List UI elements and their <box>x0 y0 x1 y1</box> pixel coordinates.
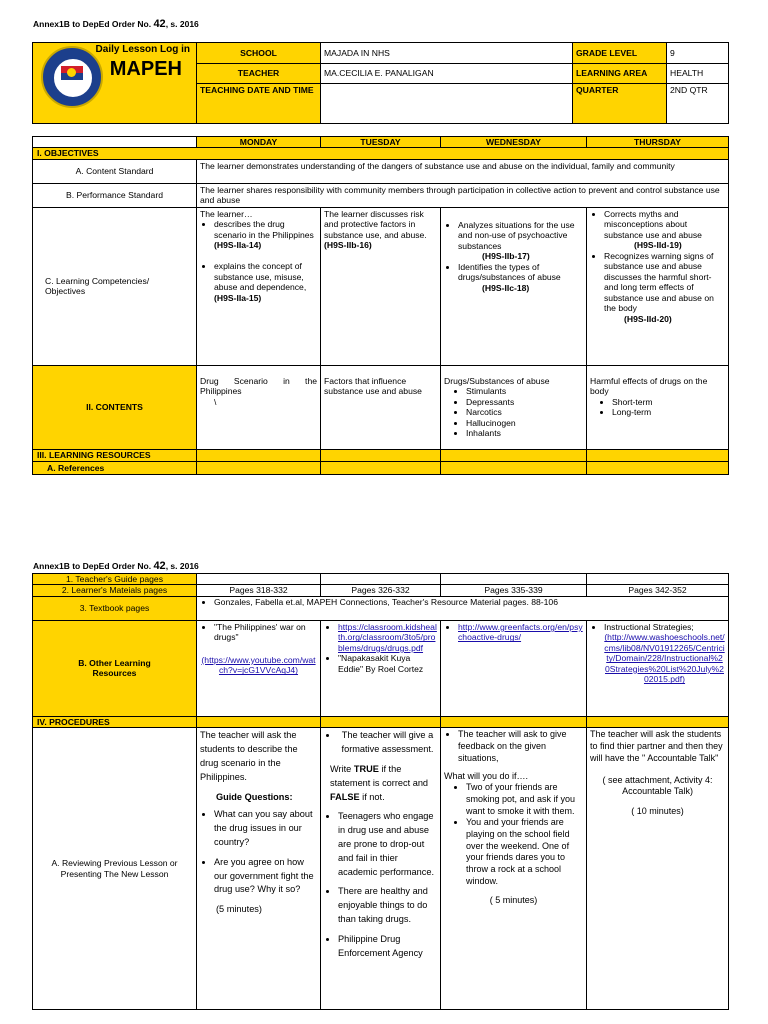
section-procedures: IV. PROCEDURES <box>33 716 197 727</box>
procedure-wednesday: • The teacher will ask to give feedback on the given situations, What will you do if…. • Two of your friends are smoking pot, and ask if you want to smoke it with them. • You and your friends are playing on the school field over the weekend. One of your friends dares you to throw a rock at a school window. ( 5 minutes) <box>441 728 587 1010</box>
dll-title-cell <box>33 43 197 124</box>
list-item: • Short-term <box>612 397 725 407</box>
quarter-value: 2ND QTR <box>667 84 729 124</box>
other-resources-wednesday <box>441 620 587 716</box>
content-standard-text: The learner demonstrates understanding of the dangers of substance use and abuse on the individual, family and community <box>197 159 729 183</box>
procedure-tuesday: • The teacher will give a formative assessment. Write TRUE if the statement is correct and FALSE if not. • Teenagers who engage in drug use and abuse are prone to drop-out and fail in thier academic performance. • There are healthy and enjoyable things to do than taking drugs. • Philippine Drug Enforcement Agency <box>321 728 441 1010</box>
greenfacts-link[interactable]: http://www.greenfacts.org/en/psychoactive-drugs/ <box>458 621 583 643</box>
dll-title: Daily Lesson Log in <box>95 44 190 55</box>
date-label: TEACHING DATE AND TIME <box>197 84 321 124</box>
subject-title: MAPEH <box>109 58 182 80</box>
school-label: SCHOOL <box>197 43 321 64</box>
area-value: HEALTH <box>667 64 729 84</box>
day-thursday: THURSDAY <box>587 137 729 148</box>
list-item: • Depressants <box>466 397 583 407</box>
other-resources-thursday <box>587 620 729 716</box>
washoe-link[interactable]: (http://www.washoeschools.net/cms/lib08/NV01912265/Centricity/Domain/228/Instructional%20Strategies%20List%20July%202015.pdf) <box>604 632 725 685</box>
contents-wednesday: Drugs/Substances of abuse • Stimulants • Depressants • Narcotics • Hallucinogen • Inhalants <box>441 365 587 449</box>
textbook-pages-label: 3. Textbook pages <box>33 596 197 620</box>
annex-heading-2: Annex1B to DepEd Order No. 42, s. 2016 <box>33 560 199 572</box>
list-item: • Are you agree on how our government fight the drug use? Why it so? <box>214 856 317 897</box>
list-item: • What can you say about the drug issues in our country? <box>214 808 317 849</box>
list-item: • There are healthy and enjoyable things to do than taking drugs. <box>338 885 437 926</box>
list-item: • Two of your friends are smoking pot, and ask if you want to smoke it with them. <box>466 782 583 817</box>
list-item <box>458 622 583 643</box>
section-contents: II. CONTENTS <box>33 365 197 449</box>
reviewing-lesson-label: A. Reviewing Previous Lesson or Presenting The New Lesson <box>33 728 197 1010</box>
youtube-link[interactable]: (https://www.youtube.com/watch?v=jcG1VVcAqJ4) <box>201 654 316 676</box>
list-item: • Instructional Strategies; (http://www.washoeschools.net/cms/lib08/NV01912265/Centricity/Domain/228/Instructional%20Strategies%20List%20July%202015.pdf) <box>604 622 725 685</box>
section-resources: III. LEARNING RESOURCES <box>33 449 197 461</box>
lesson-table-page2 <box>32 573 729 1010</box>
list-item: • Analyzes situations for the use and non-use of psychoactive substances (H9S-IIb-17) <box>458 220 583 262</box>
lm-pages-thursday: Pages 342-352 <box>587 585 729 596</box>
section-objectives: I. OBJECTIVES <box>33 148 729 159</box>
day-monday: MONDAY <box>197 137 321 148</box>
competencies-thursday <box>587 207 729 365</box>
list-item: • Hallucinogen <box>466 418 583 428</box>
content-standard-label: A. Content Standard <box>33 159 197 183</box>
teachers-guide-label: 1. Teacher's Guide pages <box>33 574 197 585</box>
list-item: • Philippine Drug Enforcement Agency <box>338 933 437 961</box>
annex-heading-1: Annex1B to DepEd Order No. 42, s. 2016 <box>33 18 199 30</box>
date-value <box>321 84 573 124</box>
lm-pages-tuesday: Pages 326-332 <box>321 585 441 596</box>
list-item: • explains the concept of substance use, misuse, abuse and dependence, (H9S-IIa-15) <box>214 261 317 303</box>
competencies-wednesday <box>441 207 587 365</box>
list-item: • Gonzales, Fabella et.al, MAPEH Connections, Teacher's Resource Material pages. 88-106 <box>214 597 725 607</box>
list-item: • The teacher will give a formative assessment. <box>338 729 437 757</box>
lesson-table-page1 <box>32 136 729 475</box>
other-resources-tuesday <box>321 620 441 716</box>
performance-standard-label: B. Performance Standard <box>33 183 197 207</box>
teacher-value: MA.CECILIA E. PANALIGAN <box>321 64 573 84</box>
contents-tuesday: Factors that influence substance use and abuse <box>321 365 441 449</box>
grade-label: GRADE LEVEL <box>573 43 667 64</box>
competencies-monday: The learner… • describes the drug scenario in the Philippines (H9S-IIa-14) • explains the concept of substance use, misuse, abuse and dependence, (H9S-IIa-15) <box>197 207 321 365</box>
textbook-pages-text <box>197 596 729 620</box>
contents-thursday: Harmful effects of drugs on the body • Short-term • Long-term <box>587 365 729 449</box>
kidshealth-link[interactable]: https://classroom.kidshealth.org/classroom/3to5/problems/drugs/drugs.pdf <box>338 621 437 653</box>
deped-seal-icon <box>41 46 103 108</box>
list-item: • The teacher will ask to give feedback on the given situations, <box>458 729 583 764</box>
list-item: • "The Philippines' war on drugs" <box>214 622 317 643</box>
list-item: • Inhalants <box>466 428 583 438</box>
list-item: • Recognizes warning signs of substance use and abuse discusses the harmful short- and long term effects of substance use and abuse on the body (H9S-IId-20) <box>604 251 725 324</box>
competencies-tuesday: The learner discusses risk and protective factors in substance use, and abuse. (H9S-IIb-16) <box>321 207 441 365</box>
lm-pages-monday: Pages 318-332 <box>197 585 321 596</box>
competencies-label: C. Learning Competencies/ Objectives <box>33 207 197 365</box>
other-resources-monday <box>197 620 321 716</box>
performance-standard-text: The learner shares responsibility with community members through participation in collective action to prevent and control substance use and abuse <box>197 183 729 207</box>
day-tuesday: TUESDAY <box>321 137 441 148</box>
list-item: • "Napakasakit Kuya Eddie" By Roel Cortez <box>338 653 437 674</box>
contents-monday: Drug Scenario in the Philippines \ <box>197 365 321 449</box>
list-item: • Identifies the types of drugs/substances of abuse (H9S-IIc-18) <box>458 262 583 293</box>
school-value: MAJADA IN NHS <box>321 43 573 64</box>
grade-value: 9 <box>667 43 729 64</box>
teacher-label: TEACHER <box>197 64 321 84</box>
list-item <box>338 622 437 653</box>
list-item: • Stimulants <box>466 386 583 396</box>
day-wednesday: WEDNESDAY <box>441 137 587 148</box>
area-label: LEARNING AREA <box>573 64 667 84</box>
list-item: • Narcotics <box>466 407 583 417</box>
quarter-label: QUARTER <box>573 84 667 124</box>
other-resources-label: B. Other Learning Resources <box>33 620 197 716</box>
lm-pages-wednesday: Pages 335-339 <box>441 585 587 596</box>
procedure-monday: The teacher will ask the students to describe the drug scenario in the Philippines. Guide Questions: • What can you say about the drug issues in our country? • Are you agree on how our government fight the drug use? Why it so? (5 minutes) <box>197 728 321 1010</box>
list-item: • Long-term <box>612 407 725 417</box>
header-table <box>32 42 729 124</box>
list-item: • describes the drug scenario in the Philippines (H9S-IIa-14) <box>214 219 317 261</box>
procedure-thursday: The teacher will ask the students to find thier partner and then they will have the " Accountable Talk" ( see attachment, Activity 4: Accountable Talk) ( 10 minutes) <box>587 728 729 1010</box>
list-item: • You and your friends are playing on the school field over the weekend. One of your friends dares you to throw a rock at a school window. <box>466 817 583 887</box>
references-label: A. References <box>33 461 197 474</box>
learners-materials-label: 2. Learner's Mateials pages <box>33 585 197 596</box>
list-item: • Teenagers who engage in drug use and abuse are prone to drop-out and fail in thier academic performance. <box>338 810 437 879</box>
list-item: • Corrects myths and misconceptions about substance use and abuse (H9S-IId-19) <box>604 209 725 251</box>
